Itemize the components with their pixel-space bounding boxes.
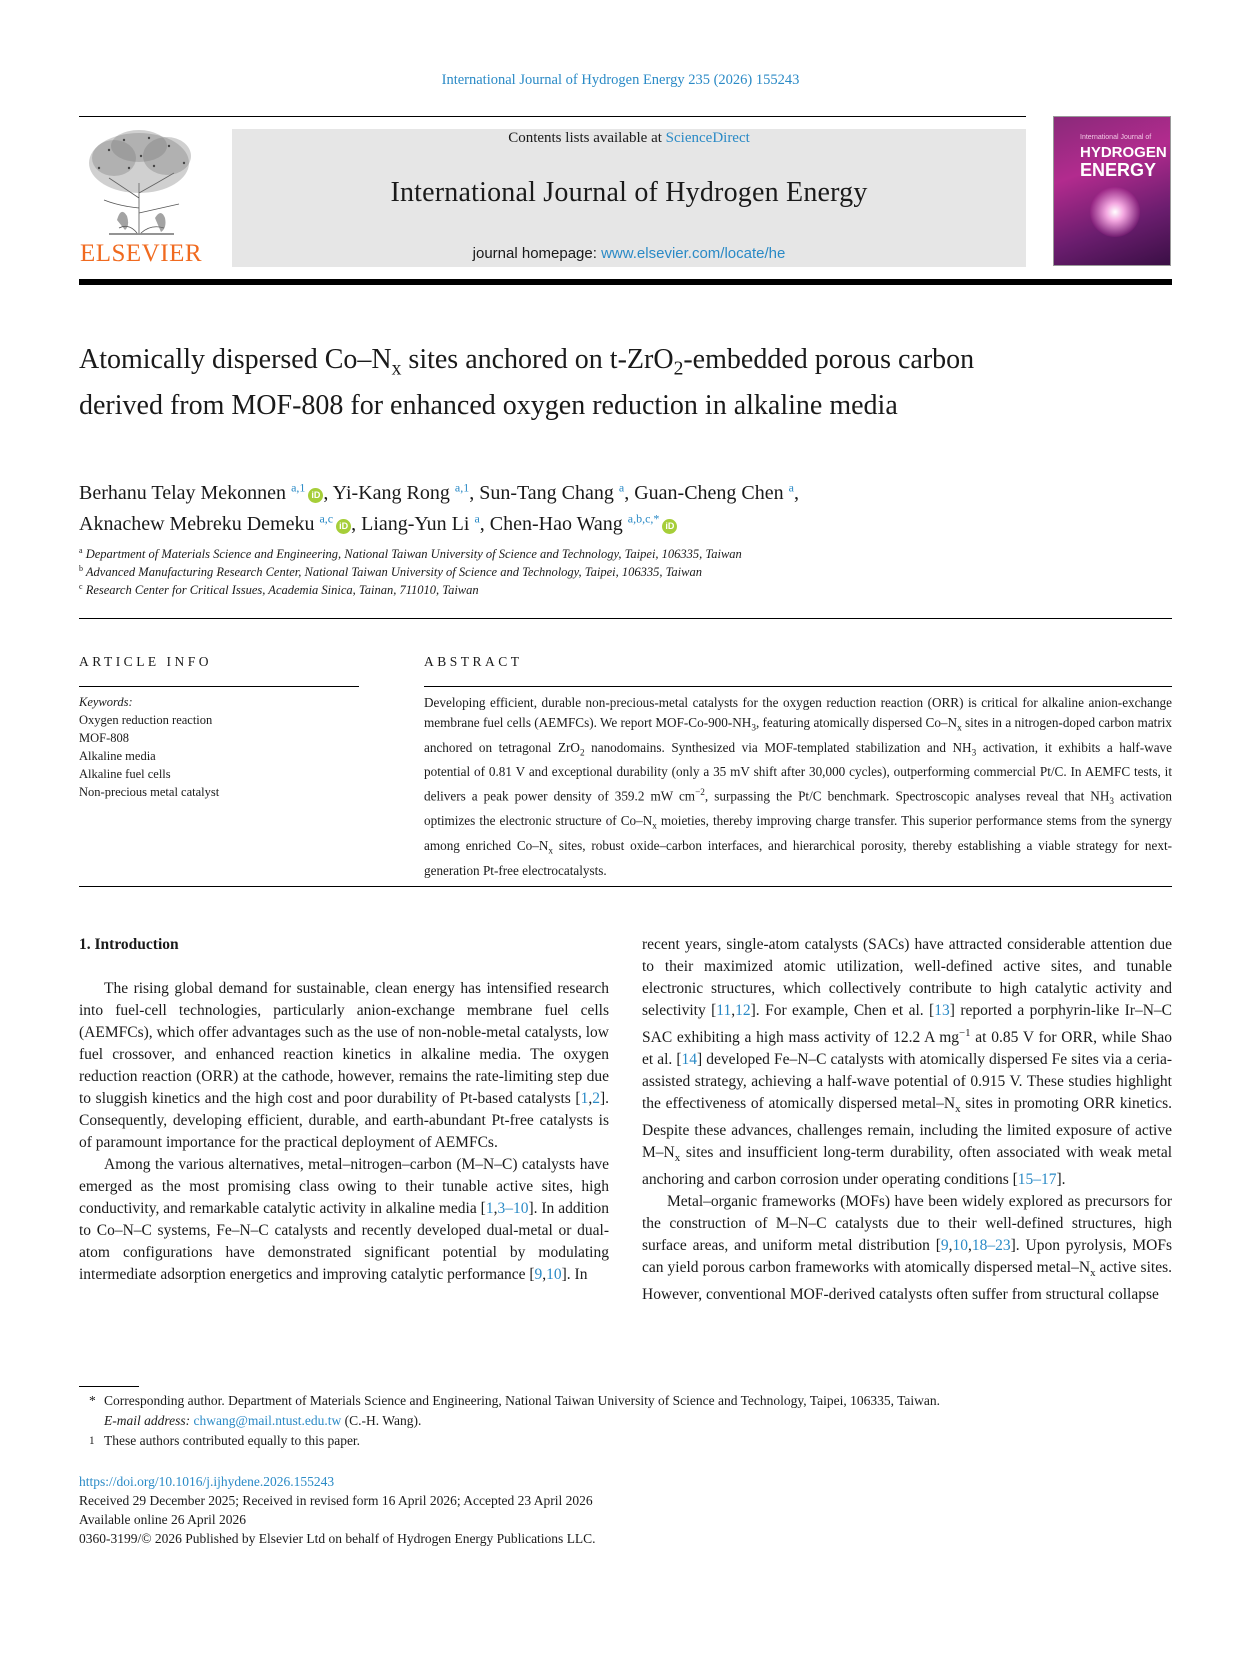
citation-link[interactable]: 2 (592, 1090, 600, 1107)
corresponding-author-note (79, 1391, 1172, 1411)
contents-line (232, 129, 1026, 147)
text-fragment: , (493, 1200, 498, 1217)
doi-link[interactable]: https://doi.org/10.1016/j.ijhydene.2026.155243 (79, 1474, 335, 1489)
keyword-item: MOF-808 (79, 731, 130, 745)
abstract-bottom-rule (79, 886, 1172, 887)
text-fragment: ] developed Fe–N–C catalysts with atomically dispersed Fe sites via a ceria-assisted strategy, achieving a half-wave potential of 0.915 V. These studies highlight the effectiveness of atomically dispersed metal–N (642, 1051, 1172, 1113)
homepage-prefix: journal homepage: (472, 245, 602, 262)
text-fragment: The rising global demand for sustainable, clean energy has intensified research into fuel-cell technologies, particularly anion-exchange membrane fuel cells (AEMFCs), which offer advantages such as the use of non-noble-metal catalysts, low fuel crossover, and enhanced reaction kinetics in alkaline media. The oxygen reduction reaction (ORR) at the cathode, however, remains the rate-limiting step due to sluggish kinetics and the high cost and poor durability of Pt-based catalysts [ (79, 980, 609, 1107)
body-paragraph (642, 1191, 1172, 1306)
author-affil-mark[interactable]: a (474, 511, 480, 526)
author-affil-mark[interactable]: a,1 (291, 480, 306, 494)
abstract-subscript: 2 (579, 747, 585, 758)
cover-small-title: International Journal of (1080, 134, 1152, 141)
superscript: −1 (959, 1027, 971, 1039)
affiliation-text: Department of Materials Science and Engineering, National Taiwan University of Science and Technology, Taipei, 106335, Taiwan (85, 547, 742, 562)
journal-citation-link[interactable]: International Journal of Hydrogen Energy 235 (2026) 155243 (441, 72, 800, 88)
author-name[interactable]: Aknachew Mebreku Demeku (79, 513, 315, 536)
journal-cover-thumbnail[interactable] (1053, 116, 1171, 266)
abstract-fragment: activation optimizes the electronic structure of Co–N (424, 788, 1173, 829)
abstract-subscript: 3 (1109, 796, 1114, 807)
text-fragment: , (588, 1090, 593, 1107)
subscript: x (955, 1103, 961, 1116)
abstract-subscript: x (957, 722, 962, 733)
text-fragment: ]. For example, Chen et al. [ (750, 1002, 935, 1019)
author-name[interactable]: Sun-Tang Chang (479, 481, 614, 504)
orcid-icon[interactable]: iD (662, 519, 677, 534)
abstract-fragment: nanodomains. Synthesized via MOF-templated stabilization and NH (584, 739, 972, 755)
abstract-fragment: activation, it exhibits a half-wave potential of 0.81 V and exceptional durability (only a 35 mV shift after 30,000 cycles), outperforming commercial Pt/C. In AEMFC tests, it delivers a peak power density of 359.2 mW cm (424, 739, 1173, 804)
journal-masthead (232, 129, 1026, 267)
abstract-fragment: moieties, thereby improving charge transfer. This superior performance stems from the synergy among enriched Co–N (424, 813, 1173, 853)
article-info-heading: ARTICLE INFO (79, 654, 213, 669)
email-label: E-mail address: (104, 1413, 194, 1428)
text-fragment: ]. (1056, 1171, 1066, 1189)
contents-prefix: Contents lists available at (508, 130, 666, 146)
author[interactable] (634, 482, 799, 504)
cover-title-line2: ENERGY (1080, 160, 1157, 180)
keywords-label: Keywords: (79, 695, 133, 709)
footnotes (79, 1391, 1172, 1451)
abstract-fragment: , surpassing the Pt/C benchmark. Spectroscopic analyses reveal that NH (704, 788, 1110, 804)
cover-artwork (1090, 187, 1140, 237)
abstract-fragment: sites, robust oxide–carbon interfaces, and hierarchical porosity, thereby establishing a viable strategy for next-generation Pt-free electrocatalysts. (424, 837, 1173, 878)
citation-link[interactable]: 3–10 (497, 1200, 529, 1217)
author[interactable] (79, 513, 361, 535)
article-title (79, 342, 1019, 424)
homepage-line (232, 245, 1026, 262)
citation-link[interactable]: 9 (534, 1266, 543, 1283)
author-affil-mark[interactable]: a (618, 480, 625, 494)
title-part: sites anchored on t-ZrO (401, 344, 674, 375)
title-subscript: 2 (673, 358, 684, 380)
email-suffix: (C.-H. Wang). (341, 1413, 422, 1428)
footnote-text: These authors contributed equally to this paper. (104, 1433, 361, 1448)
author-affil-mark[interactable]: a,b,c,* (627, 511, 660, 526)
author-affil-mark[interactable]: a,1 (454, 480, 470, 494)
section-heading: 1. Introduction (79, 936, 179, 953)
text-fragment: sites in promoting ORR kinetics. Despite these advances, challenges remain, including the limited exposure of active M–N (642, 1095, 1172, 1162)
citation-link[interactable]: 10 (952, 1237, 969, 1255)
affiliation (79, 564, 702, 580)
received-dates: Received 29 December 2025; Received in revised form 16 April 2026; Accepted 23 April 2026 (79, 1493, 593, 1508)
body-column-right (642, 934, 1172, 1306)
body-column-left (79, 934, 609, 1286)
footnote-mark: * (89, 1393, 96, 1408)
abstract-superscript: −2 (695, 787, 705, 798)
text-fragment: , (731, 1002, 736, 1019)
text-fragment: Metal–organic frameworks (MOFs) have been widely explored as precursors for the construction of M–N–C catalysts due to their well-defined structures, high surface areas, and uniform metal distribution [ (642, 1193, 1172, 1255)
abstract-subscript: 3 (751, 722, 756, 733)
available-online: Available online 26 April 2026 (79, 1512, 246, 1527)
text-fragment: active sites. However, conventional MOF-derived catalysts often suffer from structural collapse (642, 1259, 1172, 1304)
abstract-fragment: Developing efficient, durable non-precious-metal catalysts for the oxygen reduction reaction (ORR) is critical for alkaline anion-exchange membrane fuel cells (AEMFCs). We report MOF-Co-900-NH (424, 695, 1172, 730)
body-paragraph (79, 1154, 609, 1286)
running-header[interactable] (0, 72, 1241, 89)
author-affil-mark[interactable]: a,c (319, 511, 334, 526)
text-fragment: ]. In (561, 1266, 588, 1283)
author-name[interactable]: Berhanu Telay Mekonnen (79, 481, 287, 504)
text-fragment: , (542, 1266, 547, 1283)
author[interactable] (479, 482, 634, 504)
abstract-heading: ABSTRACT (424, 654, 523, 669)
citation-link[interactable]: 14 (681, 1051, 698, 1069)
orcid-icon[interactable]: iD (308, 488, 323, 503)
citation-link[interactable]: 18–23 (971, 1237, 1011, 1255)
author-name[interactable]: Guan-Cheng Chen (634, 481, 784, 504)
body-paragraph (79, 978, 609, 1154)
email-link[interactable]: chwang@mail.ntust.edu.tw (193, 1413, 342, 1428)
citation-link[interactable]: 12 (735, 1002, 751, 1019)
author[interactable] (79, 482, 333, 504)
author-separator: , (624, 481, 635, 504)
elsevier-tree-icon (79, 128, 203, 238)
footnote-text: Corresponding author. Department of Materials Science and Engineering, National Taiwan University of Science and Technology, Taipei, 106335, Taiwan. (104, 1393, 940, 1408)
affiliation-text: Advanced Manufacturing Research Center, National Taiwan University of Science and Technology, Taipei, 106335, Taiwan (85, 565, 702, 580)
keyword-item: Alkaline fuel cells (79, 767, 171, 781)
author-name[interactable]: Chen-Hao Wang (489, 513, 623, 536)
elsevier-wordmark: ELSEVIER (79, 240, 203, 267)
abstract-text (424, 693, 1172, 881)
header-rule (79, 116, 1026, 117)
citation-link[interactable]: 11 (716, 1002, 732, 1019)
copyright-line: 0360-3199/© 2026 Published by Elsevier Ltd on behalf of Hydrogen Energy Publications LLC. (79, 1531, 596, 1546)
abstract-subscript: x (652, 820, 657, 831)
author-separator: , (323, 481, 333, 504)
keyword-item: Oxygen reduction reaction (79, 713, 213, 727)
title-part: Atomically dispersed Co–N (79, 344, 392, 375)
text-fragment: , (948, 1237, 953, 1255)
footnote-mark: 1 (89, 1435, 95, 1447)
affiliation-rule (79, 618, 1172, 619)
keyword-item: Non-precious metal catalyst (79, 785, 220, 799)
citation-link[interactable]: 1 (580, 1090, 589, 1107)
subscript: x (674, 1152, 681, 1165)
abstract-fragment: sites in a nitrogen-doped carbon matrix anchored on tetragonal ZrO (424, 715, 1172, 755)
author-separator: , (469, 481, 480, 504)
author-affil-mark[interactable]: a (788, 480, 794, 494)
keywords-block (79, 693, 359, 801)
masthead-rule (79, 279, 1172, 285)
affiliation (79, 546, 742, 562)
author[interactable] (490, 513, 678, 535)
author[interactable] (333, 482, 480, 504)
subscript: x (1090, 1267, 1096, 1280)
elsevier-logo[interactable] (79, 128, 203, 268)
text-fragment: sites and insufficient long-term durability, often associated with weak metal anchoring and carbon corrosion under operating conditions [ (642, 1144, 1172, 1189)
sciencedirect-link[interactable]: ScienceDirect (665, 130, 750, 146)
article-info-rule (79, 686, 359, 687)
author-name[interactable]: Liang-Yun Li (361, 513, 470, 536)
author-separator: , (479, 513, 490, 536)
title-subscript: x (391, 358, 402, 380)
author-separator: , (793, 481, 799, 504)
citation-link[interactable]: 15–17 (1017, 1171, 1057, 1189)
journal-title: International Journal of Hydrogen Energy (390, 177, 868, 208)
author-list (79, 474, 1079, 537)
author[interactable] (361, 513, 490, 535)
affiliation-mark: a (79, 546, 83, 555)
text-fragment: ]. In addition to Co–N–C systems, Fe–N–C catalysts and recently developed dual-metal or dual-atom configurations have demonstrated significant potential by modulating intermediate adsorption energetics and improving catalytic performance [ (79, 1200, 609, 1283)
text-fragment: ]. Consequently, developing efficient, durable, and earth-abundant Pt-free catalysts is of paramount importance for the practical deployment of AEMFCs. (79, 1090, 609, 1151)
email-note (79, 1411, 1172, 1431)
text-fragment: recent years, single-atom catalysts (SACs) have attracted considerable attention due to their maximized atomic utilization, well-defined active sites, and tunable electronic structures, which collectively contribute to high catalytic activity and selectivity [ (642, 936, 1172, 1019)
affiliation (79, 582, 479, 598)
equal-contribution-note (79, 1431, 1172, 1451)
body-paragraph (642, 934, 1172, 1191)
citation-link[interactable]: 13 (934, 1002, 950, 1019)
text-fragment: at 0.85 V for ORR, while Shao et al. [ (642, 1029, 1172, 1069)
keyword-item: Alkaline media (79, 749, 156, 763)
affiliation-mark: b (79, 564, 83, 573)
affiliation-text: Research Center for Critical Issues, Academia Sinica, Tainan, 711010, Taiwan (85, 583, 479, 598)
title-part: -embedded porous carbon derived from MOF-808 for enhanced oxygen reduction in alkaline media (79, 344, 975, 421)
abstract-subscript: x (548, 845, 554, 856)
text-fragment: ] reported a porphyrin-like Ir–N–C SAC exhibiting a high mass activity of 12.2 A mg (642, 1002, 1172, 1047)
author-name[interactable]: Yi-Kang Rong (332, 481, 450, 504)
cover-title-line1: HYDROGEN (1080, 144, 1167, 161)
abstract-subscript: 3 (971, 747, 977, 758)
abstract-fragment: , featuring atomically dispersed Co–N (755, 715, 958, 730)
orcid-icon[interactable]: iD (336, 519, 351, 534)
text-fragment: , (968, 1237, 972, 1255)
author-separator: , (351, 513, 362, 536)
citation-link[interactable]: 10 (546, 1266, 562, 1283)
text-fragment: Among the various alternatives, metal–nitrogen–carbon (M–N–C) catalysts have emerged as the most promising class owing to their tunable active sites, high conductivity, and remarkable catalytic activity in alkaline media [ (79, 1156, 609, 1217)
text-fragment: ]. Upon pyrolysis, MOFs can yield porous carbon frameworks with atomically dispersed metal–N (642, 1237, 1172, 1277)
citation-link[interactable]: 9 (940, 1237, 949, 1255)
homepage-link[interactable]: www.elsevier.com/locate/he (601, 245, 786, 262)
footnote-rule (79, 1386, 139, 1387)
publication-info (79, 1472, 1172, 1548)
abstract-rule (424, 686, 1172, 687)
affiliation-mark: c (79, 582, 83, 591)
citation-link[interactable]: 1 (485, 1200, 494, 1217)
